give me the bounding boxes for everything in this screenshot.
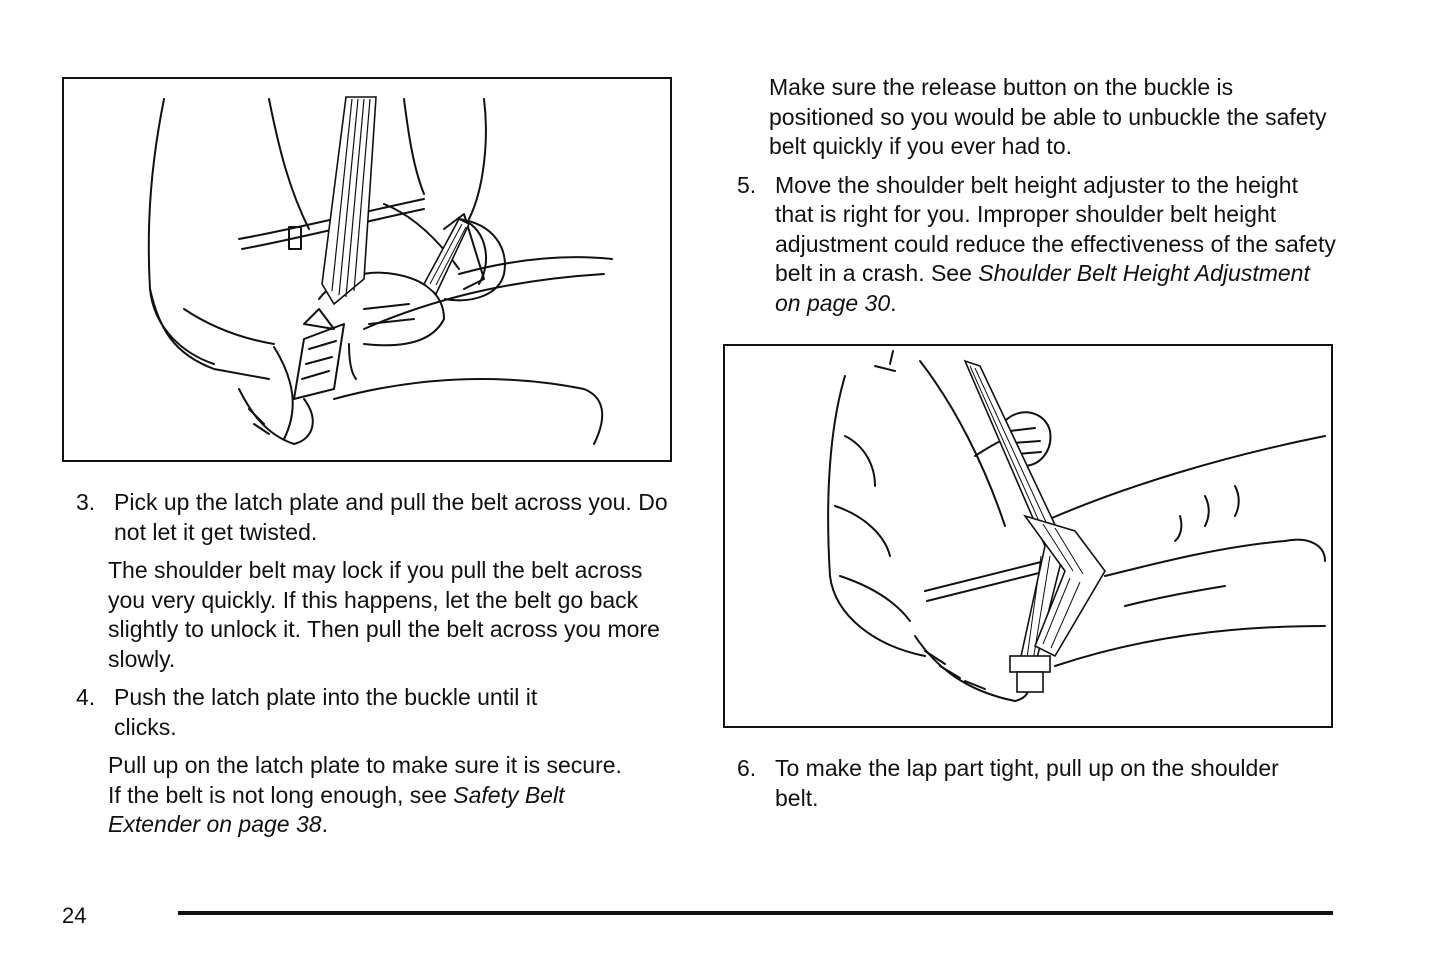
step-4 [76,683,606,742]
seated-person-latching-belt-drawing [64,79,670,460]
paragraph-belt-lock: The shoulder belt may lock if you pull the belt across you very quickly. If this happens, let the belt go back slightly to unlock it. Then pull the belt across you more slowly. [108,557,660,672]
step-5-suffix: . [890,289,897,316]
cross-reference-link[interactable]: Safety Belt Extender on page 38 [108,781,565,837]
footer-divider [178,911,1333,915]
right-column [723,73,1338,813]
step-text: To make the lap part tight, pull up on the shoulder belt. [775,755,1279,811]
cross-reference-link[interactable]: Shoulder Belt Height Adjustment on page 30 [775,260,1310,316]
step-text [775,171,1338,319]
paragraph-latch-secure [108,751,638,840]
illustration-latch-plate [62,77,672,462]
step-6 [737,754,1297,813]
illustration-pull-shoulder-belt [723,344,1333,728]
step-text: Pick up the latch plate and pull the belt across you. Do not let it get twisted. [114,489,668,545]
step-text: Push the latch plate into the buckle until it clicks. [114,684,538,740]
paragraph-release-button: Make sure the release button on the buckle is positioned so you would be able to unbuckle the safety belt quickly if you ever had to. [769,74,1327,159]
para-text: Pull up on the latch plate to make sure it is secure. If the belt is not long enough, see [108,752,622,808]
seated-person-tightening-belt-drawing [725,346,1331,726]
step-number: 6. [737,755,757,781]
left-column [62,77,677,840]
step-number: 4. [76,684,96,710]
para-suffix: . [321,811,328,837]
step-number: 3. [76,489,96,515]
step-5 [737,171,1338,319]
step-5-text: Move the shoulder belt height adjuster to the height that is right for you. Improper shoulder belt height adjustment could reduce the effectiveness of the safety belt in a crash. See [775,171,1336,286]
page-number: 24 [62,903,87,928]
step-3 [76,488,677,547]
step-number: 5. [737,171,757,198]
